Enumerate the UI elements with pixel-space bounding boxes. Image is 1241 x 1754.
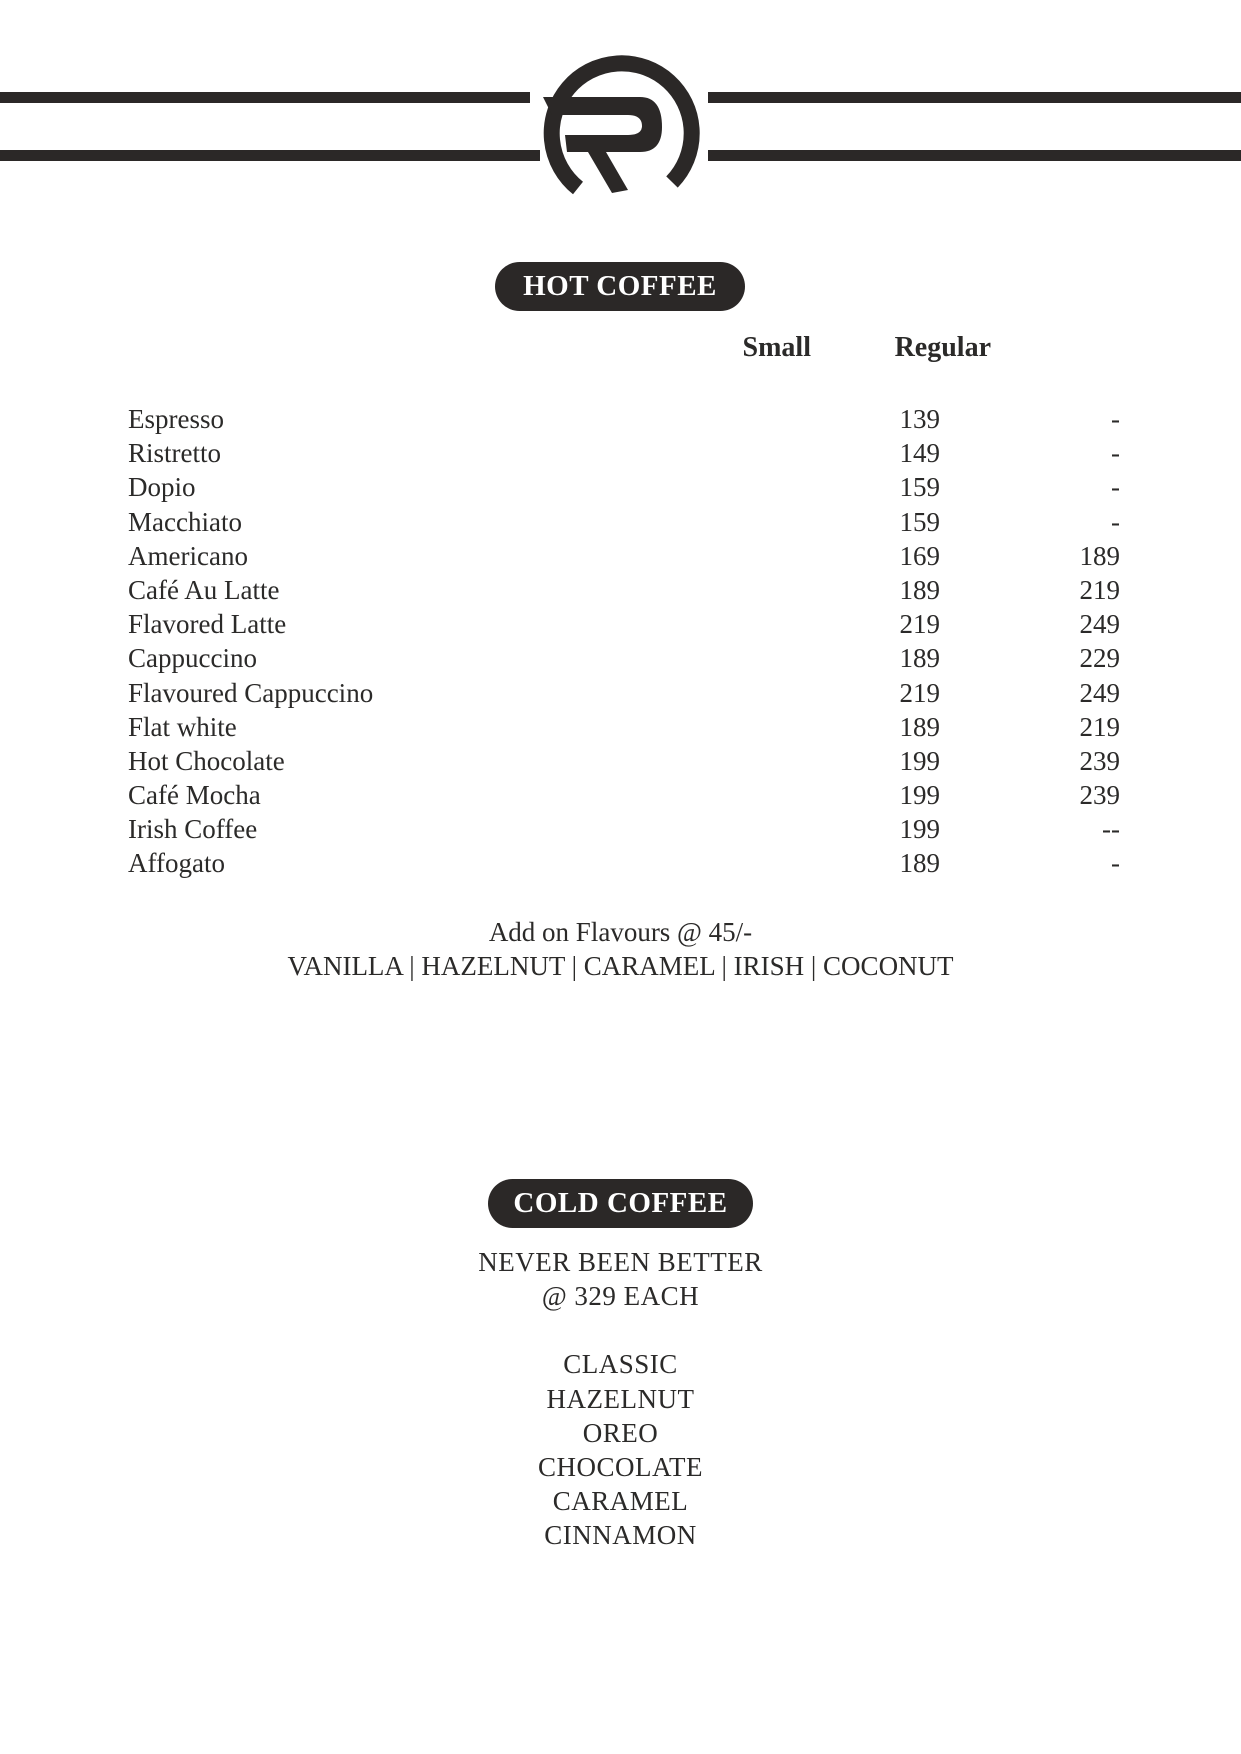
- menu-row: [128, 846, 1120, 880]
- price-small: 169: [899, 540, 940, 571]
- column-header-small: Small: [742, 332, 811, 363]
- menu-row: [128, 744, 1120, 778]
- spacer: [0, 1313, 1241, 1347]
- price-regular: -: [1111, 506, 1120, 537]
- price-regular: -: [1111, 438, 1120, 469]
- price-regular: -: [1111, 472, 1120, 503]
- price-small: 139: [899, 404, 940, 434]
- price-regular: 249: [1079, 677, 1120, 708]
- menu-row: [128, 607, 1120, 641]
- price-regular: 239: [1079, 745, 1120, 776]
- menu-row: [128, 812, 1120, 846]
- item-name: Americano: [128, 540, 248, 571]
- menu-row: [128, 778, 1120, 812]
- cold-coffee-price: @ 329 EACH: [541, 1281, 700, 1312]
- item-name: Ristretto: [128, 438, 221, 469]
- menu-row: [128, 710, 1120, 744]
- section-title-cold-coffee: COLD COFFEE: [488, 1179, 753, 1228]
- menu-row: [128, 402, 1120, 436]
- menu-row: [128, 573, 1120, 607]
- item-name: Flavoured Cappuccino: [128, 677, 374, 708]
- price-regular: -: [1111, 404, 1120, 434]
- item-name: Café Au Latte: [128, 574, 280, 605]
- price-regular: 189: [1079, 540, 1120, 571]
- price-small: 199: [899, 780, 940, 811]
- menu-row: [128, 539, 1120, 573]
- cold-flavour-item: HAZELNUT: [546, 1383, 695, 1414]
- item-name: Café Mocha: [128, 780, 261, 811]
- price-regular: --: [1102, 814, 1120, 845]
- menu-row: [128, 505, 1120, 539]
- cold-coffee-tagline: NEVER BEEN BETTER: [478, 1247, 763, 1277]
- price-small: 149: [899, 438, 940, 469]
- header-line-left-top: [0, 92, 530, 103]
- menu-row: [128, 470, 1120, 504]
- item-name: Flavored Latte: [128, 609, 287, 640]
- price-small: 219: [899, 609, 940, 640]
- price-small: 219: [899, 677, 940, 708]
- menu-row: [128, 641, 1120, 675]
- addon-flavours-title: Add on Flavours @ 45/-: [488, 917, 753, 947]
- header-line-right-bottom: [708, 150, 1241, 161]
- item-name: Irish Coffee: [128, 814, 258, 845]
- price-regular: 219: [1079, 574, 1120, 605]
- price-small: 189: [899, 848, 940, 879]
- cold-flavour-item: CHOCOLATE: [538, 1452, 703, 1483]
- price-regular: 249: [1079, 609, 1120, 640]
- item-name: Affogato: [128, 848, 225, 879]
- price-regular: 239: [1079, 780, 1120, 811]
- price-regular: 219: [1079, 711, 1120, 742]
- hot-coffee-price-list: [128, 402, 1120, 881]
- item-name: Macchiato: [128, 506, 242, 537]
- r-circle-logo-icon: [0, 0, 1241, 220]
- price-small: 159: [899, 472, 940, 503]
- price-small: 189: [899, 643, 940, 674]
- menu-row: [128, 436, 1120, 470]
- item-name: Espresso: [128, 404, 224, 434]
- price-regular: 229: [1079, 643, 1120, 674]
- price-small: 199: [899, 814, 940, 845]
- price-small: 199: [899, 745, 940, 776]
- cold-flavour-item: CLASSIC: [563, 1349, 678, 1380]
- cold-flavour-item: CINNAMON: [544, 1520, 697, 1551]
- price-small: 189: [899, 711, 940, 742]
- cold-coffee-list: [0, 1245, 1241, 1553]
- addon-flavours-list: VANILLA | HAZELNUT | CARAMEL | IRISH | COCONUT: [287, 951, 954, 981]
- header-line-left-bottom: [0, 150, 540, 161]
- section-title-hot-coffee: HOT COFFEE: [495, 262, 745, 311]
- price-small: 189: [899, 574, 940, 605]
- item-name: Flat white: [128, 711, 237, 742]
- item-name: Hot Chocolate: [128, 745, 285, 776]
- cold-flavour-item: OREO: [582, 1417, 659, 1448]
- item-name: Dopio: [128, 472, 196, 503]
- header-line-right-top: [708, 92, 1241, 103]
- menu-row: [128, 676, 1120, 710]
- column-header-regular: Regular: [894, 332, 991, 363]
- price-regular: -: [1111, 848, 1120, 879]
- item-name: Cappuccino: [128, 643, 257, 674]
- cold-flavour-item: CARAMEL: [552, 1486, 689, 1517]
- price-small: 159: [899, 506, 940, 537]
